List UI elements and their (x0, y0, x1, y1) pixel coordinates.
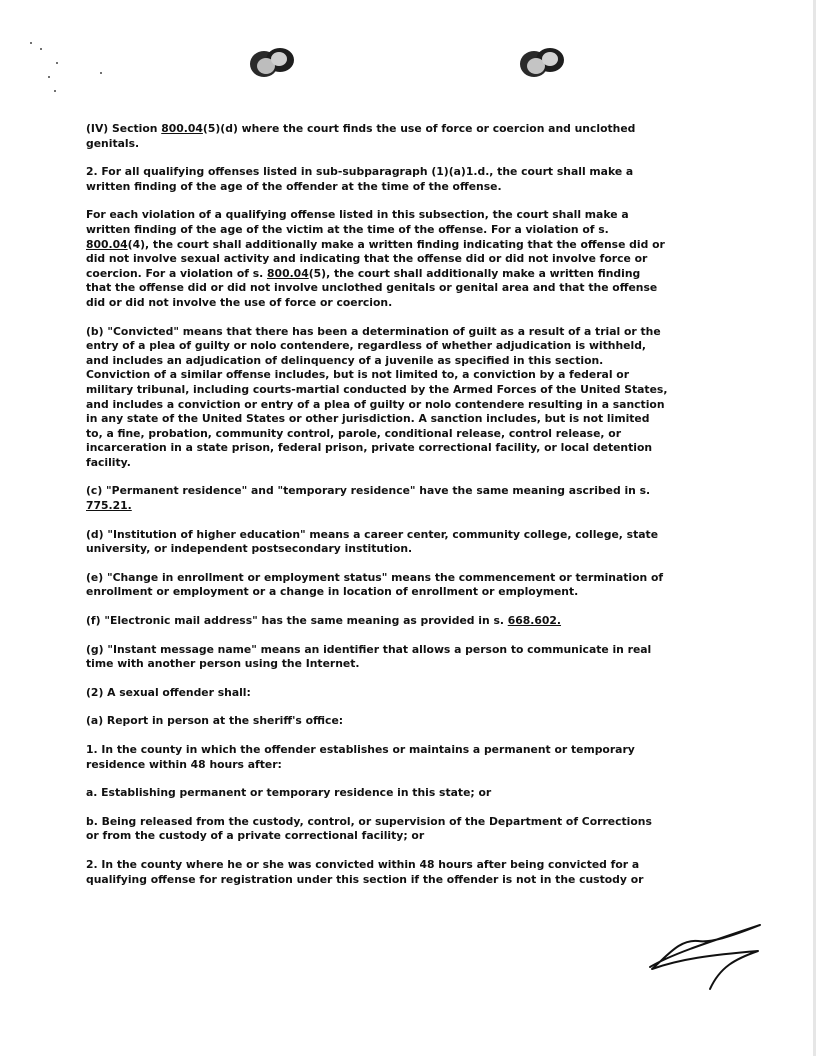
paragraph (86, 858, 668, 887)
paragraph (86, 643, 668, 672)
paragraph (86, 786, 668, 801)
paragraph-text: (e) "Change in enrollment or employment status" means the commencement or termination of enrollment or employment or a change in location of enrollment or employment. (86, 570, 664, 599)
statute-reference: 800.04 (161, 122, 203, 135)
statute-reference: 668.602. (507, 614, 562, 628)
paragraph (86, 484, 668, 513)
handwritten-initials (640, 915, 790, 995)
paragraph-text: For each violation of a qualifying offense listed in this subsection, the court shall make a written finding of the age of the victim at the time of the offense. For a violation of s. (86, 208, 629, 236)
scan-speck (48, 76, 50, 78)
statute-reference: 800.04 (86, 237, 128, 251)
paragraph-text: (4), the court shall additionally make a written finding indicating that the offense did or did not involve sexual activity and indicating that the offense did or did not involve force or coercion. For a violation of s. (86, 237, 665, 280)
paragraph (86, 325, 668, 471)
paragraph-text: (a) Report in person at the sheriff's office: (86, 714, 344, 728)
paragraph-text: (d) "Institution of higher education" means a career center, community college, college, state university, or independent postsecondary institution. (86, 527, 659, 556)
paragraph-text: 1. In the county in which the offender establishes or maintains a permanent or temporary residence within 48 hours after: (86, 743, 635, 771)
punch-hole-blot-right (516, 44, 568, 80)
paragraph-text: (5), the court shall additionally make a written finding that the offense did or did not involve unclothed genitals or genital area and that the offense did or did not involve the use of force or coercion. (86, 266, 658, 309)
paragraph (86, 686, 668, 701)
paragraph (86, 614, 668, 629)
paragraph-text: 2. In the county where he or she was convicted within 48 hours after being convicted for a qualifying offense for registration under this section if the offender is not in the custody or (86, 857, 644, 886)
paragraph-text: (5)(d) where the court finds the use of force or coercion and unclothed genitals. (86, 122, 636, 150)
punch-hole-blot-left (246, 44, 298, 80)
paragraph (86, 208, 668, 310)
paragraph (86, 122, 668, 151)
paragraph-text: b. Being released from the custody, control, or supervision of the Department of Corrections or from the custody of a private correctional facility; or (86, 814, 652, 843)
paragraph-text: a. Establishing permanent or temporary residence in this state; or (86, 786, 492, 800)
paragraph-text: (2) A sexual offender shall: (86, 685, 251, 699)
paragraph (86, 571, 668, 600)
paragraph (86, 743, 668, 772)
paragraph (86, 528, 668, 557)
paragraph-text: (f) "Electronic mail address" has the same meaning as provided in s. (86, 614, 508, 628)
paragraph-text: (c) "Permanent residence" and "temporary residence" have the same meaning ascribed in s. (86, 484, 651, 498)
paragraph (86, 165, 668, 194)
paragraph-text: (IV) Section (86, 122, 162, 135)
scan-speck (56, 62, 58, 64)
scan-speck (100, 72, 102, 74)
scan-speck (54, 90, 56, 92)
statute-reference: 775.21. (86, 499, 132, 513)
paragraph-text: (g) "Instant message name" means an identifier that allows a person to communicate in real time with another person using the Internet. (86, 642, 652, 671)
scan-speck (40, 48, 42, 50)
paragraph (86, 815, 668, 844)
paragraph-text: (b) "Convicted" means that there has been a determination of guilt as a result of a trial or the entry of a plea of guilty or nolo contendere, regardless of whether adjudication is withheld, and includes an adjudication of delinquency of a juvenile as specified in this section. Conviction of a similar offense includes, but is not limited to, a conviction by a federal or military tribunal, including courts-martial conducted by the Armed Forces of the United States, and includes a conviction or entry of a plea of guilty or nolo contendere resulting in a sanction in any state of the United States or other jurisdiction. A sanction includes, but is not limited to, a fine, probation, community control, parole, conditional release, control release, or incarceration in a state prison, federal prison, private correctional facility, or local detention facility. (86, 324, 668, 469)
paragraph (86, 714, 668, 729)
paragraph-text: 2. For all qualifying offenses listed in sub-subparagraph (1)(a)1.d., the court shall make a written finding of the age of the offender at the time of the offense. (86, 165, 634, 193)
statute-reference: 800.04 (267, 266, 309, 280)
statute-text (86, 122, 668, 901)
scan-speck (30, 42, 32, 44)
